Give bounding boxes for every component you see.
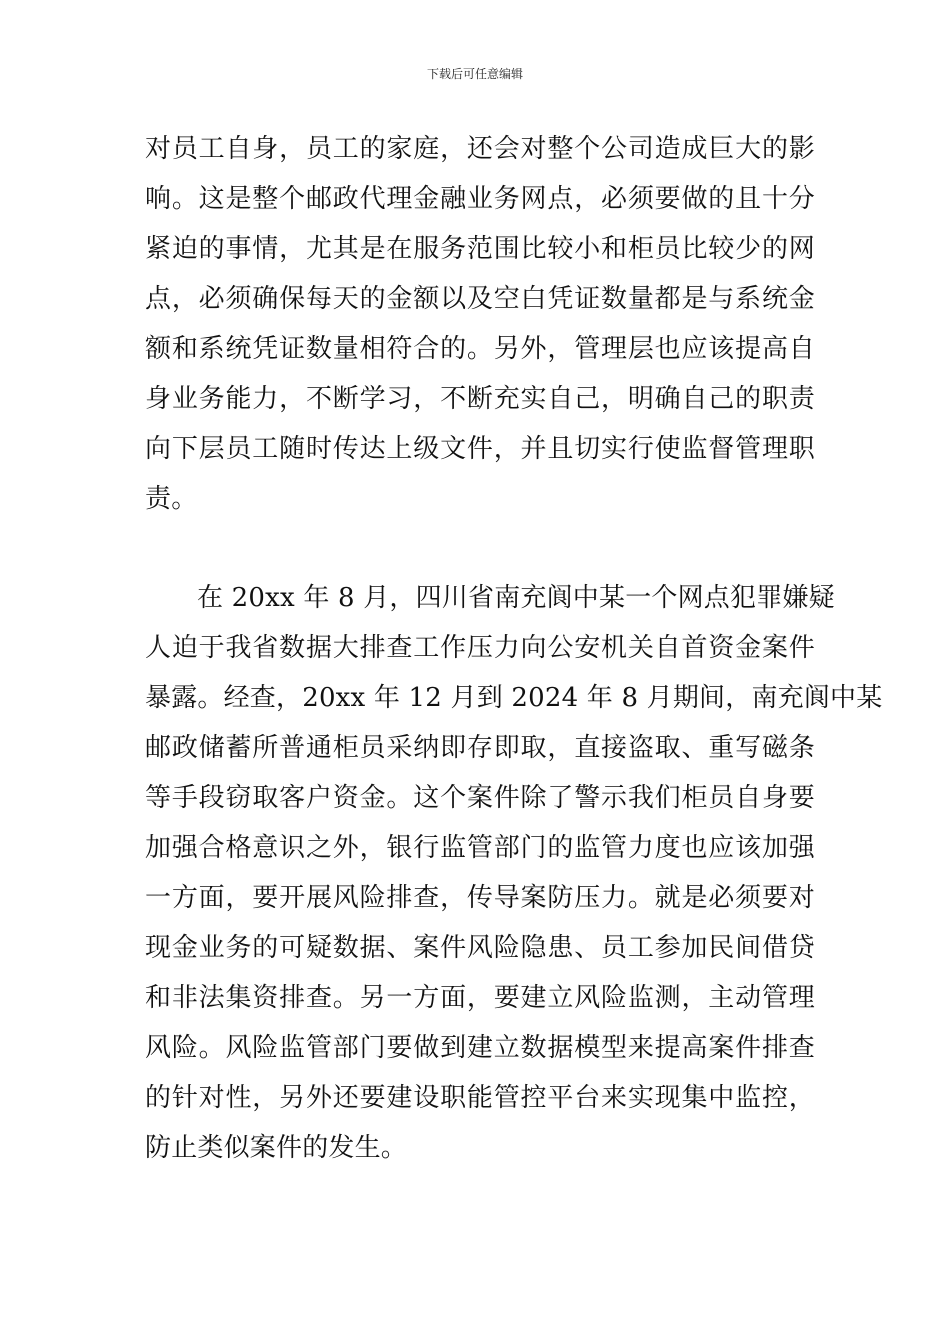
paragraph-line: 邮政储蓄所普通柜员采纳即存即取，直接盗取、重写磁条: [145, 733, 815, 763]
paragraph-line: 防止类似案件的发生。: [145, 1133, 408, 1163]
paragraph-line: 责。: [145, 484, 198, 514]
paragraph-line: 加强合格意识之外，银行监管部门的监管力度也应该加强: [145, 833, 815, 863]
paragraph-line: 的针对性，另外还要建设职能管控平台来实现集中监控，: [145, 1083, 815, 1113]
paragraph-line: 一方面，要开展风险排查，传导案防压力。就是必须要对: [145, 883, 815, 913]
paragraph-line: 紧迫的事情，尤其是在服务范围比较小和柜员比较少的网: [145, 234, 815, 264]
page-header: 下载后可任意编辑: [426, 67, 523, 81]
paragraph-line: 额和系统凭证数量相符合的。另外，管理层也应该提高自: [145, 334, 815, 364]
paragraph-line: 现金业务的可疑数据、案件风险隐患、员工参加民间借贷: [145, 933, 815, 963]
paragraph-line: 在 20xx 年 8 月，四川省南充阆中某一个网点犯罪嫌疑: [197, 583, 835, 613]
paragraph-line: 响。这是整个邮政代理金融业务网点，必须要做的且十分: [145, 184, 815, 214]
paragraph-line: 向下层员工随时传达上级文件，并且切实行使监督管理职: [145, 434, 815, 464]
paragraph-line: 身业务能力，不断学习，不断充实自己，明确自己的职责: [145, 384, 815, 414]
paragraph-line: 等手段窃取客户资金。这个案件除了警示我们柜员自身要: [145, 783, 815, 813]
paragraph-line: 和非法集资排查。另一方面，要建立风险监测，主动管理: [145, 983, 815, 1013]
paragraph-line: 风险。风险监管部门要做到建立数据模型来提高案件排查: [145, 1033, 815, 1063]
paragraph-line: 点，必须确保每天的金额以及空白凭证数量都是与系统金: [145, 284, 815, 314]
paragraph-line: 人迫于我省数据大排查工作压力向公安机关自首资金案件: [145, 633, 815, 663]
paragraph-line: 对员工自身，员工的家庭，还会对整个公司造成巨大的影: [145, 134, 815, 164]
paragraph-line: 暴露。经查，20xx 年 12 月到 2024 年 8 月期间，南充阆中某: [145, 683, 883, 713]
